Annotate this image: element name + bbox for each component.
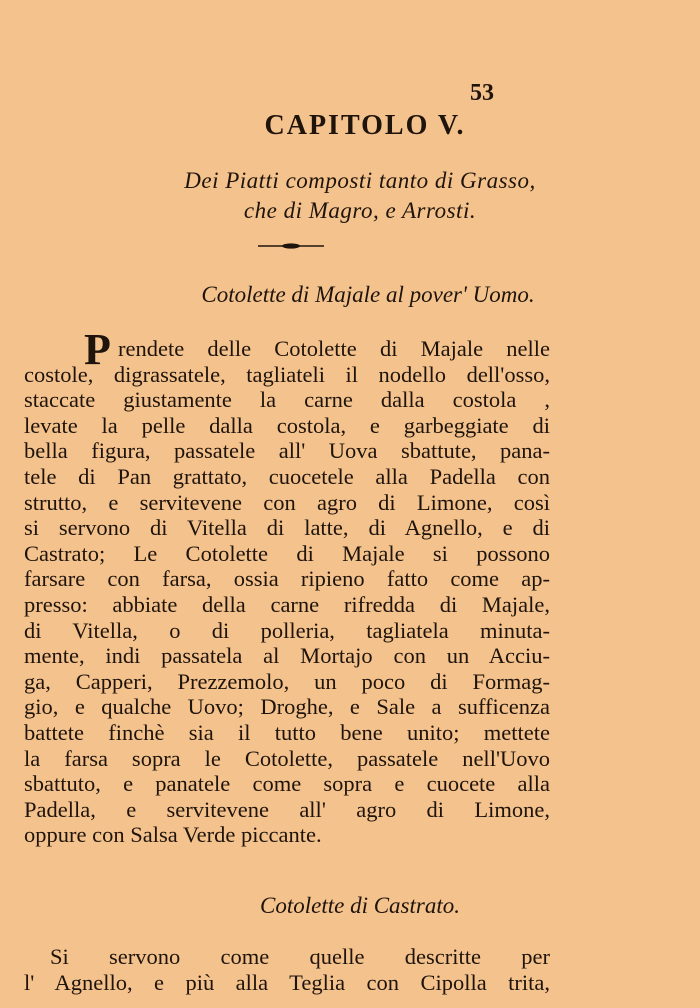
text-line: ga, Capperi, Prezzemolo, un poco di Formag- <box>24 668 550 694</box>
text-line: gio, e qualche Uovo; Droghe, e Sale a sufficenza <box>24 694 550 720</box>
text-line: bella figura, passatele all' Uova sbattute, pana- <box>24 438 550 464</box>
recipe-body <box>24 325 550 848</box>
drop-cap: P <box>84 325 111 374</box>
first-line-text: rendete delle Cotolette di Majale nelle <box>118 336 550 361</box>
recipe-body-2 <box>24 944 550 995</box>
chapter-subtitle-line-2: che di Magro, e Arrosti. <box>243 198 477 223</box>
recipe-title-2: Cotolette di Castrato. <box>260 893 460 918</box>
ornament-divider-icon <box>258 242 324 250</box>
text-line: Castrato; Le Cotolette di Majale si possono <box>24 540 550 566</box>
text-line: strutto, e servitevene con agro di Limone, così <box>24 489 550 515</box>
text-line: di Vitella, o di polleria, tagliatela minuta- <box>24 617 550 643</box>
text-line: oppure con Salsa Verde piccante. <box>24 822 322 848</box>
chapter-title: CAPITOLO V. <box>264 110 466 141</box>
text-line: Padella, e servitevene all' agro di Limone, <box>24 796 550 822</box>
recipe-title: Cotolette di Majale al pover' Uomo. <box>201 282 535 307</box>
text-line: staccate giustamente la carne dalla costola , <box>24 387 550 413</box>
text-line: farsare con farsa, ossia ripieno fatto come ap- <box>24 566 550 592</box>
text-line: tele di Pan grattato, cuocetele alla Padella con <box>24 463 550 489</box>
page-number: 53 <box>470 80 494 106</box>
text-line: presso: abbiate della carne rifredda di Majale, <box>24 591 550 617</box>
chapter-subtitle-line-1: Dei Piatti composti tanto di Grasso, <box>184 168 536 193</box>
text-line: Si servono come quelle descritte per <box>50 944 550 969</box>
text-line: levate la pelle dalla costola, e garbeggiate di <box>24 412 550 438</box>
text-line: sbattuto, e panatele come sopra e cuocete alla <box>24 771 550 797</box>
text-line: battete finchè sia il tutto bene unito; mettete <box>24 719 550 745</box>
text-line: mente, indi passatela al Mortajo con un Acciu- <box>24 643 550 669</box>
text-line: costole, digrassatele, tagliateli il nodello dell'osso, <box>24 361 550 387</box>
text-line: la farsa sopra le Cotolette, passatele nell'Uovo <box>24 745 550 771</box>
text-line: si servono di Vitella di latte, di Agnello, e di <box>24 515 550 541</box>
text-line: l' Agnello, e più alla Teglia con Cipolla trita, <box>24 969 550 995</box>
